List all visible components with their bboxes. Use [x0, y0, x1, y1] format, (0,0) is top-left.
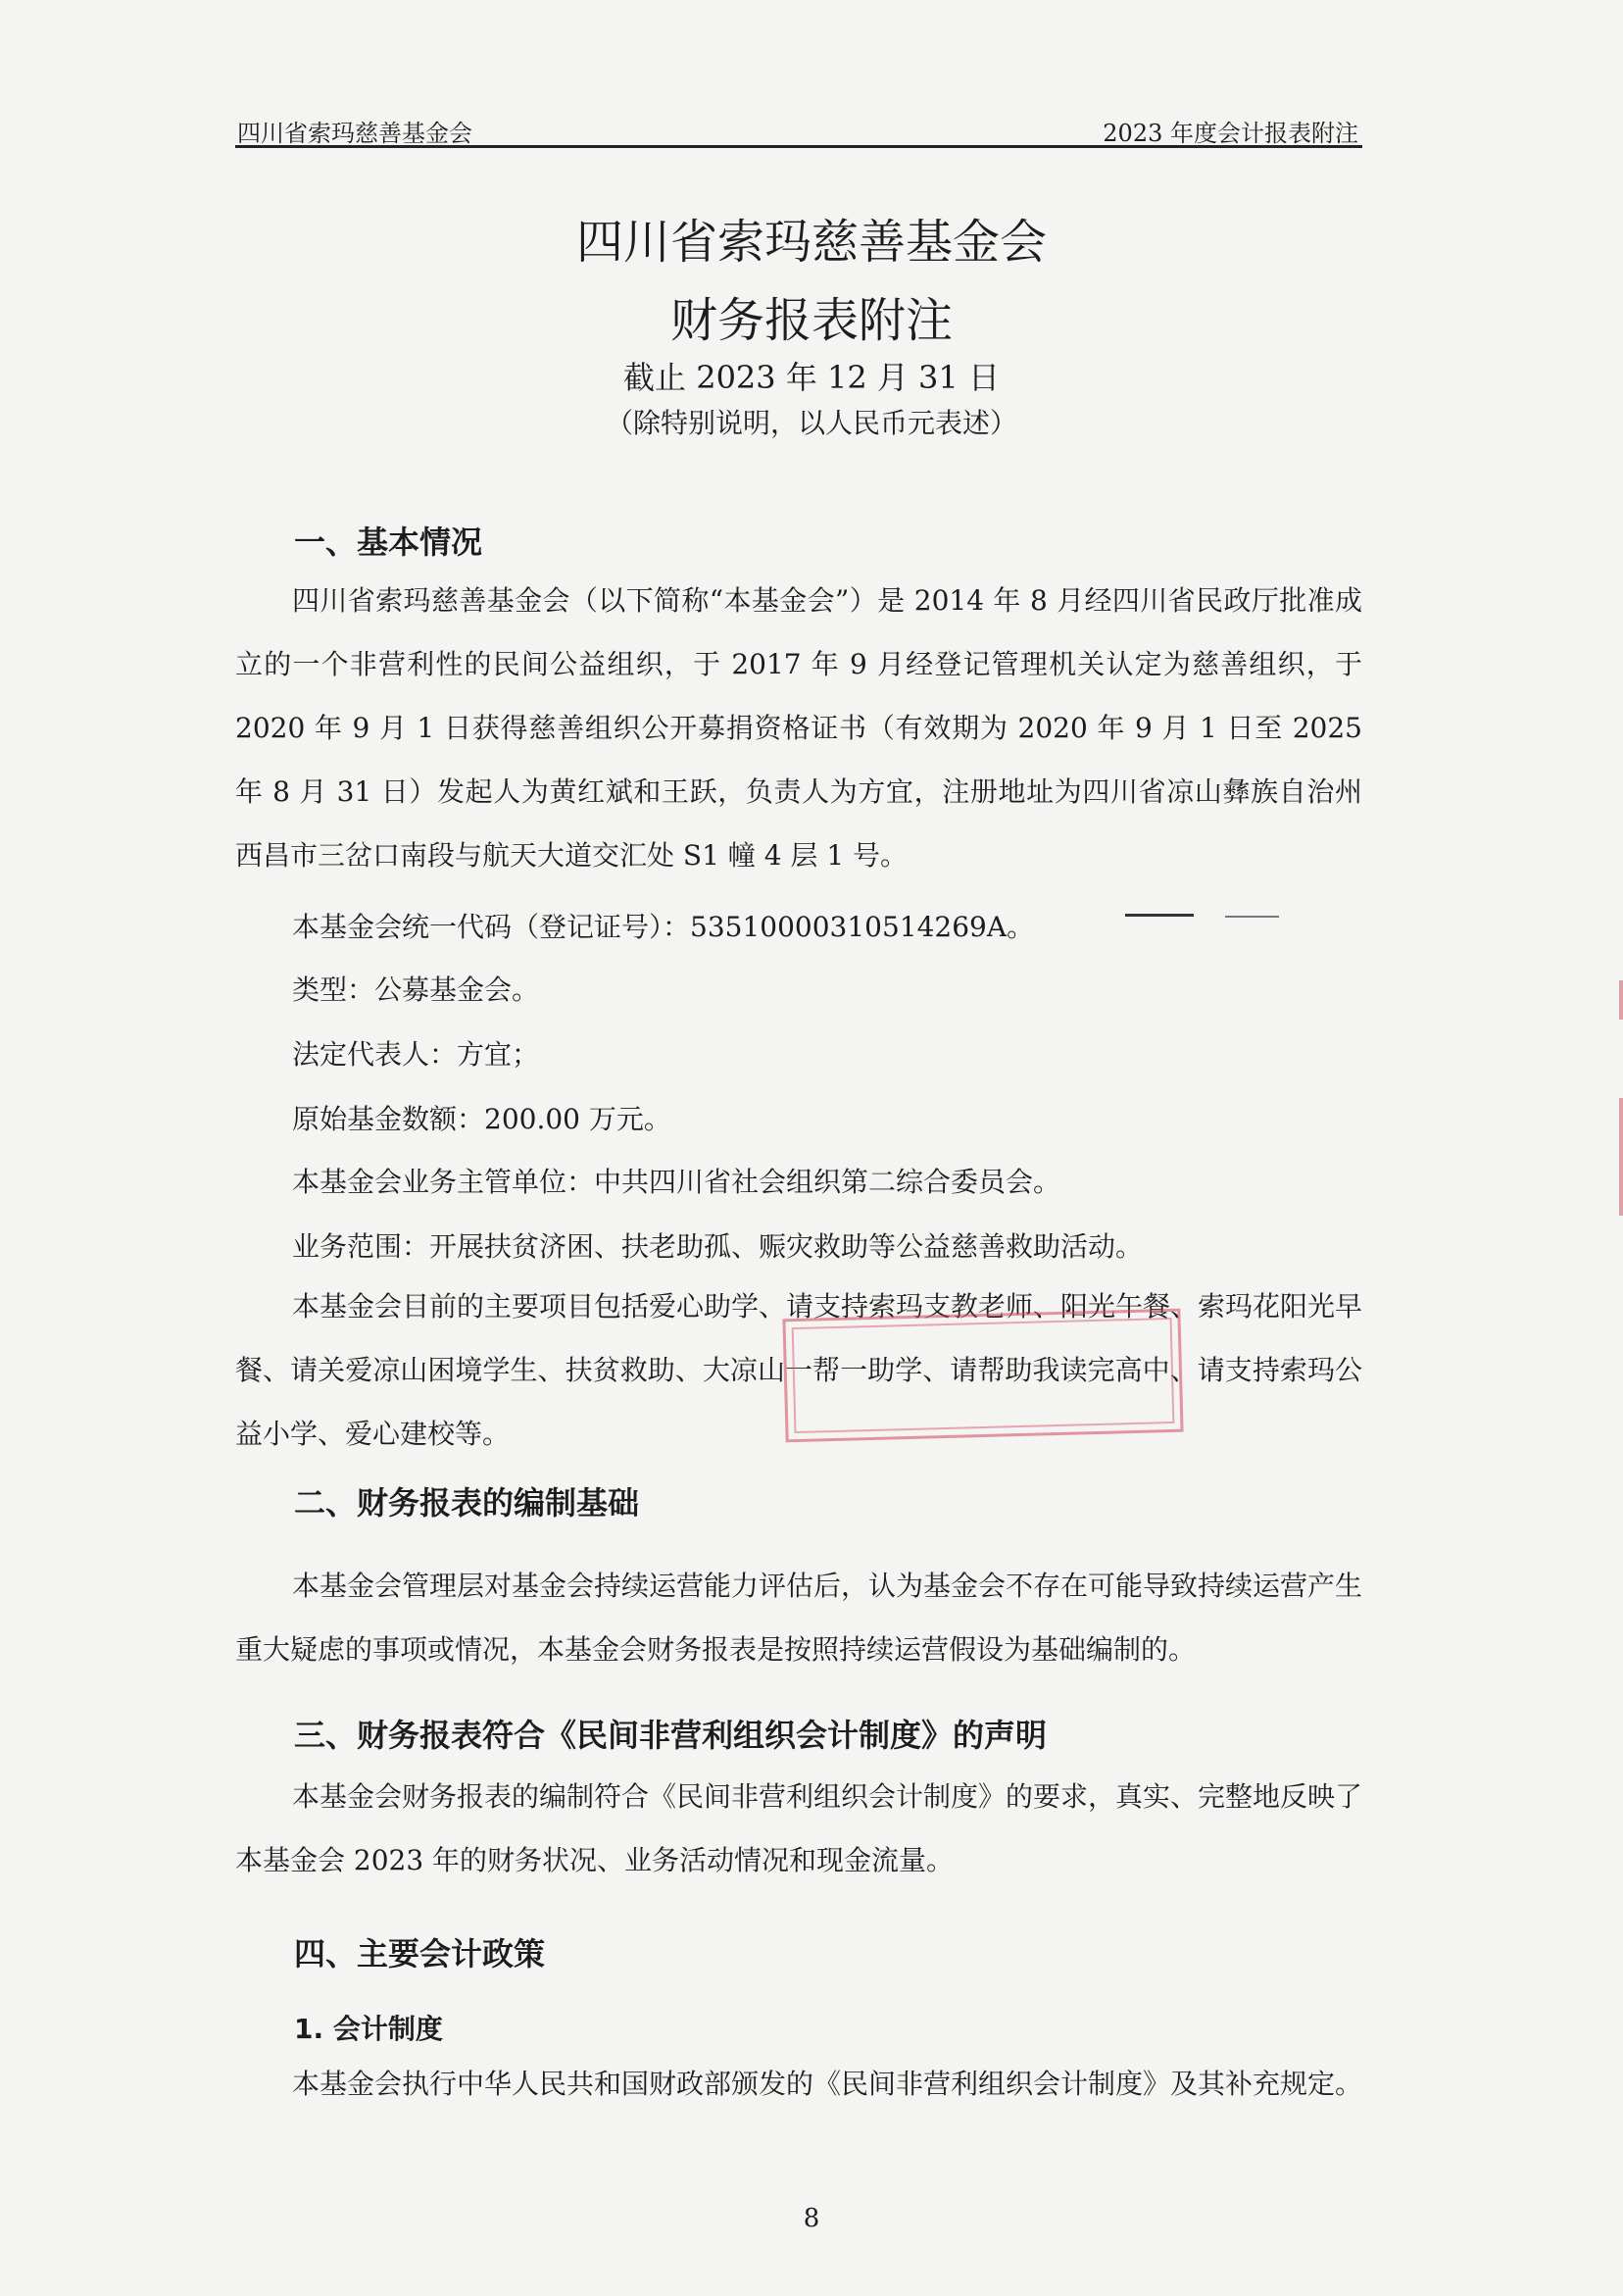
section-4-heading: 四、主要会计政策 [294, 1935, 546, 1972]
accounting-system-text: 本基金会执行中华人民共和国财政部颁发的《民间非营利组织会计制度》及其补充规定。 [292, 2068, 1363, 2100]
section-3-heading: 三、财务报表符合《民间非营利组织会计制度》的声明 [294, 1717, 1048, 1754]
page-header [235, 110, 1362, 148]
scan-edge-mark [1619, 980, 1623, 1020]
section-2-paragraph: 本基金会管理层对基金会持续运营能力评估后，认为基金会不存在可能导致持续运营产生重大疑虑的事项或情况，本基金会财务报表是按照持续运营假设为基础编制的。 [235, 1570, 1363, 1666]
section-2-heading: 二、财务报表的编制基础 [294, 1484, 640, 1522]
main-projects-paragraph: 本基金会目前的主要项目包括爱心助学、请支持索玛支教老师、阳光午餐、索玛花阳光早餐、请关爱凉山困境学生、扶贫救助、大凉山一帮一助学、请帮助我读完高中、请支持索玛公益小学、爱心建校等。 [235, 1290, 1363, 1450]
original-fund-amount: 原始基金数额：200.00 万元。 [292, 1103, 671, 1135]
section-3-paragraph: 本基金会财务报表的编制符合《民间非营利组织会计制度》的要求，真实、完整地反映了本基金会 2023 年的财务状况、业务活动情况和现金流量。 [235, 1780, 1363, 1876]
header-report-title: 2023 年度会计报表附注 [1103, 120, 1358, 147]
supervising-unit: 本基金会业务主管单位：中共四川省社会组织第二综合委员会。 [292, 1166, 1061, 1198]
foundation-type: 类型：公募基金会。 [292, 973, 540, 1006]
page-number: 8 [803, 2204, 820, 2233]
document-date: 截止 2023 年 12 月 31 日 [623, 359, 1000, 396]
registration-code: 本基金会统一代码（登记证号）：53510000310514269A。 [292, 911, 1035, 943]
legal-representative: 法定代表人：方宜； [292, 1038, 540, 1071]
scan-mark [1225, 916, 1279, 918]
red-seal-stamp [782, 1309, 1183, 1443]
scan-mark [1125, 914, 1194, 917]
document-currency-note: （除特别说明，以人民币元表述） [605, 407, 1017, 439]
subsection-accounting-system: 1. 会计制度 [294, 2013, 443, 2045]
section-1-heading: 一、基本情况 [294, 524, 483, 561]
business-scope: 业务范围：开展扶贫济困、扶老助孤、赈灾救助等公益慈善救助活动。 [292, 1230, 1144, 1263]
document-org-title: 四川省索玛慈善基金会 [575, 215, 1047, 270]
document-title: 财务报表附注 [669, 293, 953, 348]
section-1-paragraph: 四川省索玛慈善基金会（以下简称“本基金会”）是 2014 年 8 月经四川省民政厅批准成立的一个非营利性的民间公益组织，于 2017 年 9 月经登记管理机关认定为慈善组织，于 2020 年 9 月 1 日获得慈善组织公开募捐资格证书（有效期为 2020 年 9 月 1 日至 2025 年 8 月 31 日）发起人为黄红斌和王跃，负责人为方宜，注册地址为四川省凉山彝族自治州西昌市三岔口南段与航天大道交汇处 S1 幢 4 层 1 号。 [235, 584, 1362, 872]
header-org-name: 四川省索玛慈善基金会 [237, 120, 472, 147]
scan-edge-mark [1619, 1098, 1623, 1216]
